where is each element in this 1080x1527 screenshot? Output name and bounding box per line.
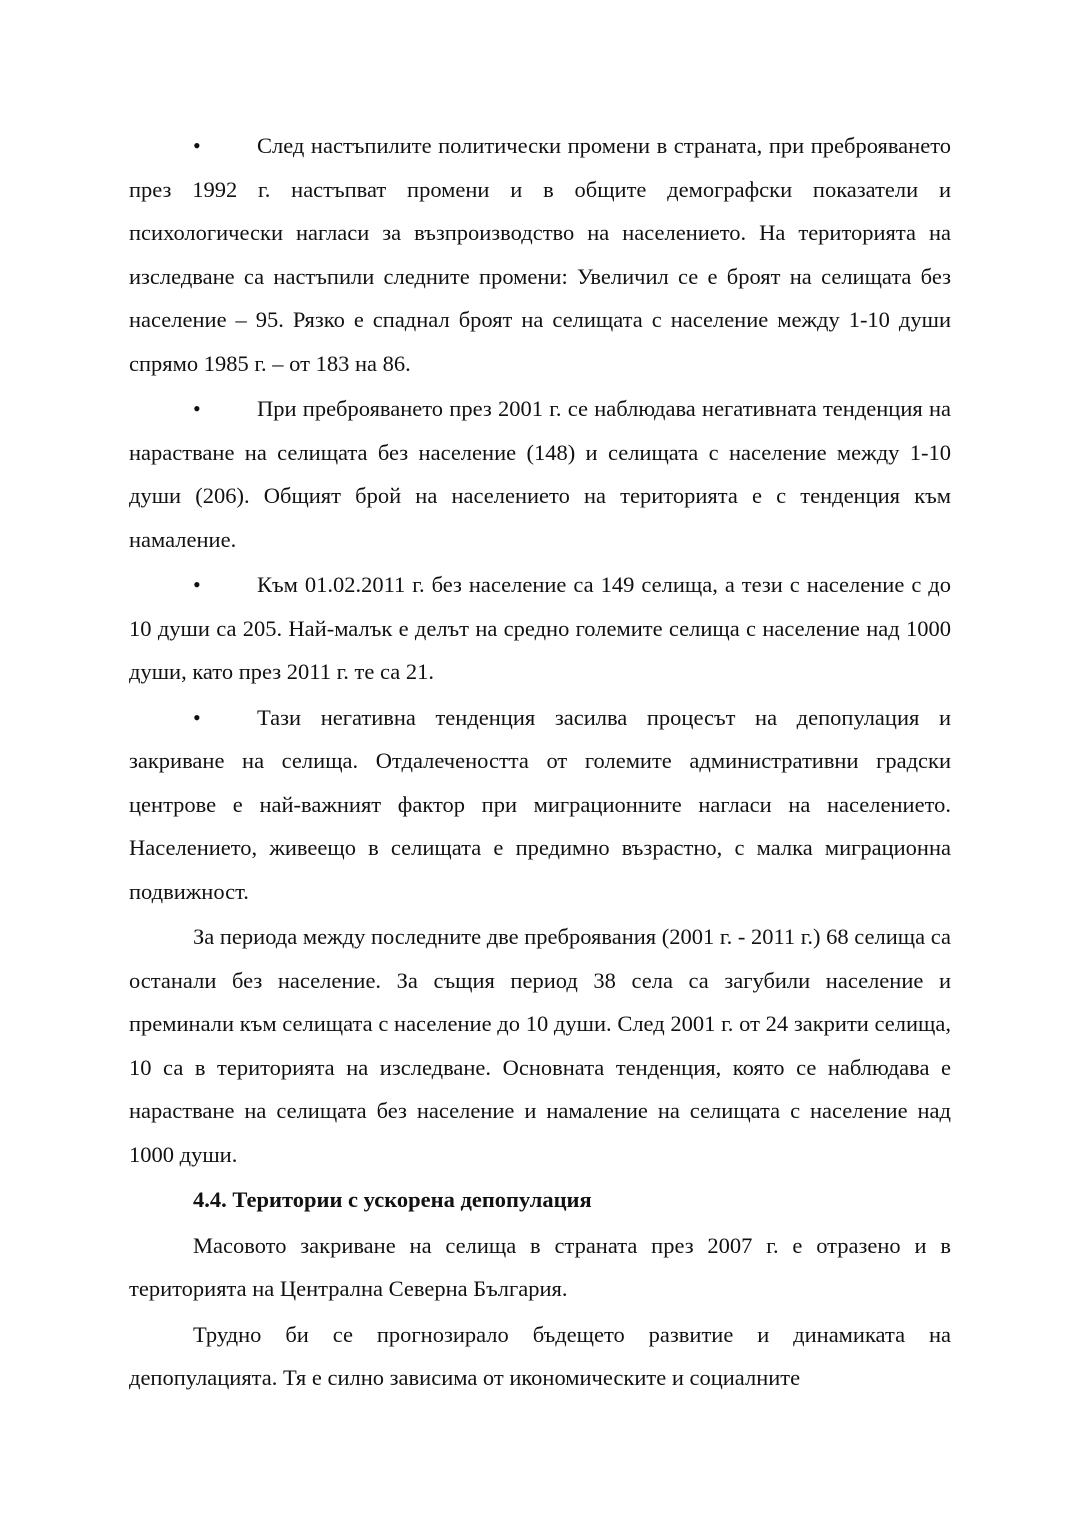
bullet-item-1: [129, 124, 951, 387]
bullet-text-3: Към 01.02.2011 г. без население са 149 селища, а тези с население с до 10 души са 205. Най-малък е делът на средно големите селища с население над 1000 души, като през 2011 г. те са 21.: [129, 572, 951, 684]
bullet-icon: •: [193, 704, 201, 730]
bullet-item-4: [129, 696, 951, 916]
paragraph-period-analysis: За периода между последните две преброявания (2001 г. - 2011 г.) 68 селища са останали без население. За същия период 38 села са загубили население и преминали към селищата с население до 10 души. След 2001 г. от 24 закрити селища, 10 са в територията на изследване. Основната тенденция, която се наблюдава е нарастване на селищата без население и намаление на селищата с население над 1000 души.: [129, 924, 951, 1167]
bullet-item-3: [129, 563, 951, 696]
section-heading: 4.4. Територии с ускорена депопулация: [193, 1187, 592, 1212]
bullet-icon: •: [193, 396, 201, 421]
bullet-icon: •: [193, 133, 201, 158]
bullet-text-2: При преброяването през 2001 г. се наблюдава негативната тенденция на нарастване на селищата без население (148) и селищата с население между 1-10 души (206). Общият брой на населението на територията е с тенденция към намаление.: [129, 396, 951, 552]
paragraph-mass-closure: Масовото закриване на селища в страната през 2007 г. е отразено и в територията на Централна Северна България.: [129, 1232, 951, 1301]
bullet-icon: •: [193, 572, 201, 597]
document-page: [129, 124, 951, 1402]
bullet-text-4: Тази негативна тенденция засилва процесът на депопулация и закриване на селища. Отдалечеността от големите административни градски центрове е най-важният фактор при миграционните нагласи на населението. Населението, живеещо в селищата е предимно възрастно, с малка миграционна подвижност.: [129, 704, 951, 904]
paragraph-forecast: Трудно би се прогнозирало бъдещето развитие и динамиката на депопулацията. Тя е силно зависима от икономическите и социалните: [129, 1321, 951, 1390]
bullet-item-2: [129, 387, 951, 563]
bullet-text-1: След настъпилите политически промени в страната, при преброяването през 1992 г. настъпват промени и в общите демографски показатели и психологически нагласи за възпроизводство на населението. На територията на изследване са настъпили следните промени: Увеличил се е броят на селищата без население – 95. Рязко е спаднал броят на селищата с население между 1-10 души спрямо 1985 г. – от 183 на 86.: [129, 133, 951, 376]
